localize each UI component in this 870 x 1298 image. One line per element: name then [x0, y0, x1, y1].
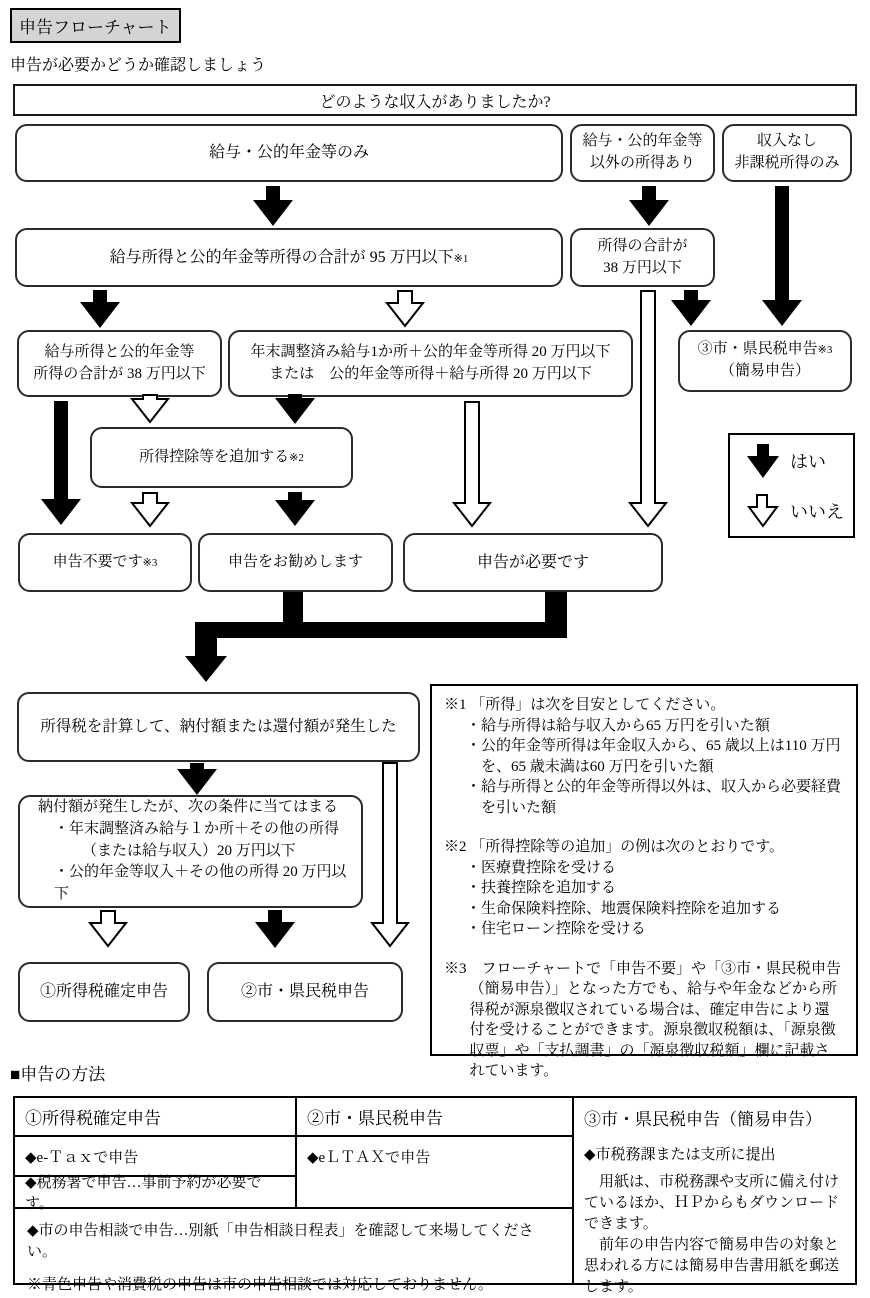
notes-box	[430, 684, 858, 1079]
arrow-yes-38man-to-citytax	[669, 290, 713, 326]
box-no-income-line1: 収入なし	[756, 133, 817, 150]
arrow-yes-salary-to-95man	[251, 186, 295, 226]
box-yearend-adjusted-20man-line2: または 公的年金等所得＋給与所得 20 万円以下	[269, 365, 592, 382]
arrow-no-deductions-to-notneeded	[128, 492, 172, 528]
box-income-38man	[570, 228, 715, 287]
box-income-tax-final-return	[18, 962, 190, 1022]
note2-heading: ※2 「所得控除等の追加」の例は次のとおりです。	[444, 839, 785, 855]
yes-arrow-icon	[746, 444, 780, 478]
legend-box	[728, 433, 855, 538]
note-gap	[444, 818, 844, 837]
box-salary-pension-only	[15, 124, 563, 182]
box-payment-conditions-line4: ・公的年金等収入＋その他の所得 20 万円以下	[54, 864, 347, 903]
box-total-95man-label	[110, 246, 469, 269]
box-filing-recommended-label: 申告をお勧めします	[227, 553, 363, 570]
box-no-income	[722, 124, 852, 182]
methods-col2-header: ②市・県民税申告	[297, 1098, 574, 1137]
box-city-tax-simple-line2: （簡易申告）	[719, 363, 810, 379]
box-no-filing-needed-label	[53, 552, 158, 574]
legend-yes-row	[746, 444, 853, 478]
methods-simple-para2: 前年の申告内容で簡易申告の対象と思われる方には簡易申告書用紙を郵送します。	[584, 1237, 840, 1295]
question-income-type	[13, 84, 857, 116]
arrow-yes-calc-to-conditions	[175, 763, 219, 795]
box-payment-conditions-line3: （または給与収入）20 万円以下	[82, 842, 296, 859]
box-add-deductions	[90, 427, 353, 488]
box-income-tax-calculated	[17, 692, 420, 762]
box-city-tax-simple-text: ③市・県民税申告	[697, 341, 818, 358]
box-city-prefectural-tax-return	[207, 962, 403, 1022]
box-no-filing-needed-ref: ※3	[142, 556, 158, 569]
note2-item: ・医療費控除を受ける	[466, 859, 617, 876]
box-salary-pension-38man-line1: 給与所得と公的年金等	[44, 343, 195, 360]
note2-items	[466, 858, 844, 940]
box-other-income-line1: 給与・公的年金等	[582, 133, 703, 150]
box-yearend-adjusted-20man	[228, 330, 633, 397]
box-filing-recommended	[198, 533, 393, 592]
methods-simple-para1: 用紙は、市税務課や支所に備え付けているほか、ＨＰからもダウンロードできます。	[584, 1174, 840, 1232]
box-add-deductions-text: 所得控除等を追加する	[139, 448, 290, 465]
arrow-no-conditions-to-finalreturn	[86, 910, 130, 948]
methods-col1-header: ①所得税確定申告	[15, 1098, 297, 1137]
arrow-no-calc-to-citytax	[368, 762, 412, 948]
arrow-yes-conditions-to-citytax	[253, 910, 297, 948]
box-payment-conditions-line1: 納付額が発生したが、次の条件に当てはまる	[38, 799, 339, 816]
box-city-tax-simple	[678, 330, 852, 392]
box-no-filing-needed-text: 申告不要です	[52, 553, 143, 570]
box-city-tax-simple-line1	[698, 339, 833, 361]
note-gap	[444, 940, 844, 959]
methods-eltax-cell: ◆eＬＴＡＸで申告	[297, 1137, 574, 1209]
box-salary-pension-only-label: 給与・公的年金等のみ	[208, 144, 369, 162]
arrow-yes-38man-to-notneeded	[39, 401, 83, 525]
arrow-noincome-to-citytax	[760, 186, 804, 326]
page-subtitle: 申告が必要かどうか確認しましょう	[10, 57, 267, 74]
note2-item: ・扶養控除を追加する	[466, 880, 617, 896]
arrow-no-38man-to-deductions	[128, 394, 172, 424]
methods-col3-header: ③市・県民税申告（簡易申告）	[584, 1110, 822, 1129]
arrow-yes-other-to-38man	[627, 186, 671, 226]
page-title: 申告フローチャート	[10, 8, 181, 43]
arrow-yes-yearend-to-deductions	[273, 394, 317, 424]
box-income-tax-calculated-label: 所得税を計算して、納付額または還付額が発生した	[40, 717, 397, 735]
legend-no-row	[746, 494, 853, 528]
note2-item: ・生命保険料控除、地震保険料控除を追加する	[466, 900, 782, 917]
note2-item: ・住宅ローン控除を受ける	[466, 921, 646, 937]
note1-heading: ※1 「所得」は次を目安としてください。	[444, 697, 726, 713]
box-add-deductions-label	[139, 447, 304, 469]
question-income-type-label: どのような収入がありましたか?	[319, 93, 551, 111]
note1-item: ・給与所得は給与収入から65 万円を引いた額	[466, 717, 770, 734]
box-other-income-line2: 以外の所得あり	[589, 155, 695, 171]
box-no-income-line2: 非課税所得のみ	[734, 155, 840, 171]
note1-item: ・給与所得と公的年金等所得以外は、収入から必要経費を引いた額	[466, 779, 842, 816]
methods-taxoffice-cell: ◆税務署で申告…事前予約が必要です。	[15, 1177, 297, 1209]
box-yearend-adjusted-20man-line1: 年末調整済み給与1か所＋公的年金等所得 20 万円以下	[250, 343, 611, 360]
box-income-38man-line1: 所得の合計が	[597, 237, 688, 254]
connector-arrowhead	[184, 656, 228, 682]
note1-item: ・公的年金等所得は年金収入から、65 歳以上は110 万円を、65 歳未満は60 万円を引いた額	[466, 738, 841, 775]
box-city-tax-simple-ref: ※3	[817, 344, 833, 357]
methods-table	[13, 1096, 857, 1295]
legend-yes-label: はい	[790, 451, 826, 472]
box-payment-conditions	[18, 795, 363, 908]
arrow-yes-95man-to-38man	[78, 290, 122, 328]
box-total-95man	[15, 228, 563, 287]
box-city-prefectural-tax-return-label: ②市・県民税申告	[240, 983, 369, 1001]
box-other-income	[570, 124, 715, 182]
arrow-no-95man-to-yearend	[383, 290, 427, 328]
note1-items	[466, 716, 844, 819]
box-salary-pension-38man-line2: 所得の合計が 38 万円以下	[33, 365, 206, 382]
arrow-no-38man-to-required	[626, 290, 670, 528]
box-total-95man-ref: ※1	[453, 252, 469, 265]
box-filing-required-label: 申告が必要です	[476, 553, 589, 571]
methods-consultation-cell	[15, 1209, 574, 1293]
box-total-95man-text: 給与所得と公的年金等所得の合計が 95 万円以下	[109, 248, 454, 266]
methods-simple-line1: ◆市税務課または支所に提出	[584, 1147, 776, 1163]
methods-heading: ■申告の方法	[10, 1065, 106, 1084]
box-salary-pension-38man	[17, 330, 222, 397]
methods-simple-cell	[574, 1137, 855, 1295]
methods-consultation-note: ※青色申告や消費税の申告は市の申告相談では対応しておりません。	[27, 1277, 493, 1293]
box-income-38man-line2: 38 万円以下	[603, 259, 682, 276]
box-add-deductions-ref: ※2	[289, 451, 304, 464]
box-income-tax-final-return-label: ①所得税確定申告	[39, 983, 168, 1001]
box-filing-required	[403, 533, 663, 592]
arrow-no-yearend-to-required	[450, 401, 494, 528]
methods-etax-cell: ◆e-Ｔａｘで申告	[15, 1137, 297, 1177]
methods-consultation-line: ◆市の申告相談で申告…別紙「申告相談日程表」を確認して来場してください。	[27, 1223, 534, 1260]
box-no-filing-needed	[18, 533, 192, 592]
note3-paragraph: ※3 フローチャートで「申告不要」や「③市・県民税申告（簡易申告）」となった方でも、給与や年金などから所得税が源泉徴収されている場合は、確定申告により還付を受けることができます。源泉徴収税額は、「源泉徴収票」や「支払調書」の「源泉徴収税額」欄に記載されています。	[444, 960, 842, 1079]
box-payment-conditions-line2: ・年末調整済み給与１か所＋その他の所得	[54, 820, 340, 837]
connector-left-leg	[195, 622, 217, 658]
legend-no-label: いいえ	[790, 501, 844, 522]
arrow-yes-deductions-to-recommended	[273, 492, 317, 526]
no-arrow-icon	[746, 494, 780, 528]
connector-horizontal	[195, 622, 567, 638]
